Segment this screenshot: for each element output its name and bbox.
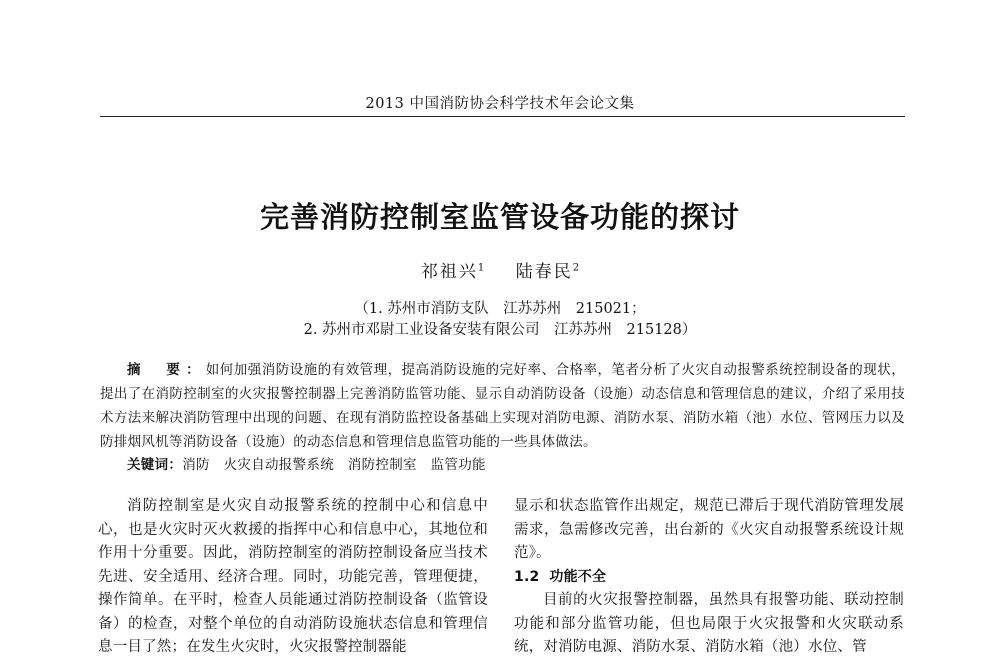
abstract-text: 如何加强消防设施的有效管理，提高消防设施的完好率、合格率，笔者分析了火灾自动报警系统控制设备的现状，提出了在消防控制室的火灾报警控制器上完善消防监管功能、显示自动消防设备（设施）动态信息和管理信息的建议，介绍了采用技术方法来解决消防管理中出现的问题、在现有消防监控设备基础上实现对消防电源、消防水泵、消防水箱（池）水位、管网压力以及防排烟风机等消防设备（设施）的动态信息和管理信息监管功能的一些具体做法。 (100, 362, 906, 450)
author-1-name: 祁祖兴 (420, 262, 478, 282)
keywords (100, 453, 905, 473)
right-column-paragraph-1: 显示和状态监管作出规定，规范已滞后于现代消防管理发展需求，急需修改完善，出台新的《火灾自动报警系统设计规范》。 (514, 498, 904, 561)
paper-title: 完善消防控制室监管设备功能的探讨 (259, 200, 740, 234)
section-title: 功能不全 (549, 568, 607, 585)
author-1-affil-mark: 1 (477, 262, 485, 274)
affiliation-1: （1. 苏州市消防支队 江苏苏州 215021； (354, 301, 646, 317)
author-1 (421, 257, 484, 282)
keywords-label: 关键词： (127, 457, 183, 473)
abstract-label: 摘 要： (127, 362, 206, 378)
keywords-text: 消防 火灾自动报警系统 消防控制室 监管功能 (182, 457, 486, 473)
author-2-affil-mark: 2 (572, 262, 580, 274)
author-list (100, 257, 900, 282)
section-heading (514, 566, 904, 590)
running-header: 2013 中国消防协会科学技术年会论文集 (365, 96, 635, 112)
section-number: 1.2 (514, 568, 540, 585)
abstract (100, 358, 905, 454)
right-column-paragraph-2: 目前的火灾报警控制器，虽然具有报警功能、联动控制功能和部分监管功能，但也局限于火灾报警和火灾联动系统，对消防电源、消防水泵、消防水箱（池）水位、管 (514, 592, 904, 655)
author-2-name: 陆春民 (515, 262, 573, 282)
author-2 (516, 257, 579, 282)
body-right-column (514, 495, 904, 660)
body-left-column: 消防控制室是火灾自动报警系统的控制中心和信息中心，也是火灾时灭火救援的指挥中心和信息中心，其地位和作用十分重要。因此，消防控制室的消防控制设备应当技术先进、安全适用、经济合理。同时，功能完善，管理便捷，操作简单。在平时，检查人员能通过消防控制设备（监管设备）的检查，对整个单位的自动消防设施状态信息和管理信息一目了然；在发生火灾时，火灾报警控制器能 (98, 498, 488, 655)
affiliation-2: 2. 苏州市邓尉工业设备安装有限公司 江苏苏州 215128） (303, 322, 697, 338)
header-rule (100, 116, 905, 117)
